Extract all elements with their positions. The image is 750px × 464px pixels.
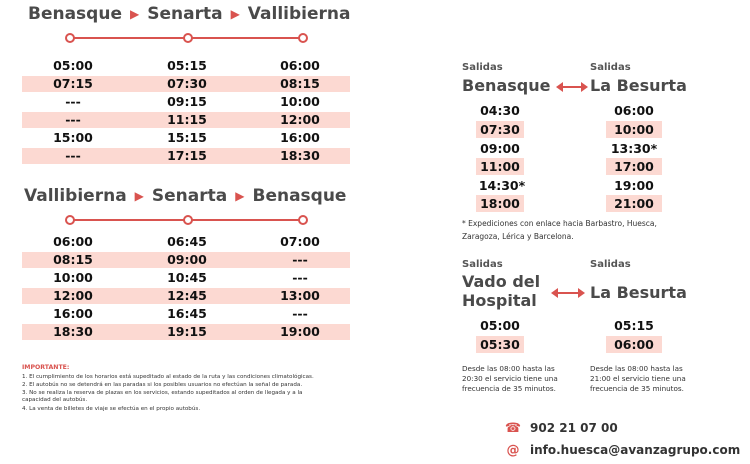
table-row	[22, 306, 350, 322]
time-cell: 19:00	[614, 178, 654, 193]
time-cell: 06:45	[167, 234, 207, 249]
footnote: Zaragoza, Lérica y Barcelona.	[462, 232, 574, 241]
time-cell: ---	[292, 252, 308, 267]
time-cell: 14:30*	[478, 178, 526, 193]
route1-stop-3: Vallibierna	[247, 4, 351, 24]
route2-stop-3: Benasque	[252, 186, 347, 206]
frequency-text: 20:30 el servicio tiene una	[462, 374, 558, 383]
time-cell: 16:00	[53, 306, 93, 321]
time-cell: 19:00	[280, 324, 320, 339]
note-line: 4. La venta de billetes de viaje se efectúa en el propio autobús.	[22, 406, 201, 412]
table-row	[22, 252, 350, 268]
frequency-text: Desde las 08:00 hasta las	[590, 364, 683, 373]
time-cell: 17:15	[167, 148, 207, 163]
table-row	[22, 270, 350, 286]
time-cell: 10:45	[167, 270, 207, 285]
table-row	[22, 76, 350, 92]
time-cell: 10:00	[280, 94, 320, 109]
time-cell: 12:00	[280, 112, 320, 127]
time-cell: 16:45	[167, 306, 207, 321]
double-arrow-icon	[561, 86, 583, 88]
time-cell: 07:15	[53, 76, 93, 91]
route2-stop-1: Vallibierna	[24, 186, 127, 206]
note-line: 3. No se realiza la reserva de plazas en los servicios, estando supeditados al orden de llegada y a la	[22, 390, 303, 396]
time-cell: 11:00	[476, 158, 524, 175]
phone-number: 902 21 07 00	[530, 421, 618, 435]
route3-from: Benasque	[462, 76, 551, 95]
time-cell: 07:30	[476, 121, 524, 138]
stop-dot	[183, 215, 193, 225]
note-line: capacidad del autobús.	[22, 397, 88, 403]
time-cell: 06:00	[606, 336, 662, 353]
route1-stops-line	[70, 32, 306, 44]
route4-from-line2: Hospital	[462, 291, 537, 310]
time-cell: 04:30	[480, 103, 520, 118]
arrow-right-icon: ▶	[129, 7, 140, 21]
arrow-right-icon: ▶	[235, 189, 245, 203]
phone-icon: ☎	[504, 420, 522, 436]
time-cell: 08:15	[280, 76, 320, 91]
time-cell: 13:00	[280, 288, 320, 303]
time-cell: 05:00	[53, 58, 93, 73]
time-cell: 13:30*	[610, 141, 658, 156]
time-cell: 05:15	[167, 58, 207, 73]
frequency-text: frecuencia de 35 minutos.	[462, 384, 556, 393]
route1-stop-1: Benasque	[28, 4, 122, 24]
time-cell: 09:00	[167, 252, 207, 267]
route4-to: La Besurta	[590, 283, 687, 302]
route1-stop-2: Senarta	[147, 4, 223, 24]
table-row	[22, 324, 350, 340]
route2-stops-line	[70, 214, 306, 226]
time-cell: 08:15	[53, 252, 93, 267]
route1-title	[28, 4, 350, 24]
time-cell: 05:30	[476, 336, 524, 353]
table-row	[22, 288, 350, 304]
time-cell: ---	[65, 148, 81, 163]
time-cell: 15:00	[53, 130, 93, 145]
time-cell: 05:15	[614, 318, 654, 333]
departures-label: Salidas	[462, 62, 503, 73]
at-icon: @	[506, 442, 520, 458]
arrow-right-icon: ▶	[134, 189, 144, 203]
time-cell: 12:45	[167, 288, 207, 303]
time-cell: 09:00	[480, 141, 520, 156]
table-row	[22, 94, 350, 110]
route2-title	[24, 186, 346, 206]
stop-dot	[298, 215, 308, 225]
stop-dot	[183, 33, 193, 43]
table-row	[22, 58, 350, 74]
arrow-right-icon: ▶	[230, 7, 240, 21]
time-cell: ---	[65, 94, 81, 109]
time-cell: 10:00	[53, 270, 93, 285]
time-cell: 18:00	[476, 195, 524, 212]
time-cell: ---	[65, 112, 81, 127]
time-cell: 07:00	[280, 234, 320, 249]
table-row	[22, 112, 350, 128]
note-line: 1. El cumplimiento de los horarios está supeditado al estado de la ruta y las condiciones climatológicas.	[22, 374, 314, 380]
stop-dot	[65, 33, 75, 43]
notes-title: IMPORTANTE:	[22, 364, 70, 371]
time-cell: 11:15	[167, 112, 207, 127]
contact-email[interactable]	[504, 443, 740, 457]
time-cell: ---	[292, 306, 308, 321]
email-address: info.huesca@avanzagrupo.com	[530, 443, 741, 457]
route3-to: La Besurta	[590, 76, 687, 95]
note-line: 2. El autobús no se detendrá en las paradas si los posibles usuarios no efectúan la señal de parada.	[22, 382, 303, 388]
stop-dot	[65, 215, 75, 225]
departures-label: Salidas	[590, 259, 631, 270]
contact-phone[interactable]	[504, 421, 618, 435]
time-cell: 05:00	[480, 318, 520, 333]
time-cell: 16:00	[280, 130, 320, 145]
departures-label: Salidas	[590, 62, 631, 73]
time-cell: 07:30	[167, 76, 207, 91]
time-cell: 18:30	[280, 148, 320, 163]
time-cell: 09:15	[167, 94, 207, 109]
route4-from-line1: Vado del	[462, 272, 541, 291]
frequency-text: frecuencia de 35 minutos.	[590, 384, 684, 393]
time-cell: ---	[292, 270, 308, 285]
table-row	[22, 130, 350, 146]
frequency-text: 21:00 el servicio tiene una	[590, 374, 686, 383]
time-cell: 18:30	[53, 324, 93, 339]
time-cell: 19:15	[167, 324, 207, 339]
time-cell: 06:00	[53, 234, 93, 249]
departures-label: Salidas	[462, 259, 503, 270]
time-cell: 21:00	[606, 195, 662, 212]
time-cell: 06:00	[614, 103, 654, 118]
time-cell: 17:00	[606, 158, 662, 175]
time-cell: 06:00	[280, 58, 320, 73]
table-row	[22, 234, 350, 250]
table-row	[22, 148, 350, 164]
double-arrow-icon	[556, 292, 580, 294]
time-cell: 15:15	[167, 130, 207, 145]
stop-dot	[298, 33, 308, 43]
frequency-text: Desde las 08:00 hasta las	[462, 364, 555, 373]
route2-stop-2: Senarta	[151, 186, 228, 206]
time-cell: 10:00	[606, 121, 662, 138]
footnote: * Expediciones con enlace hacia Barbastro, Huesca,	[462, 219, 657, 228]
time-cell: 12:00	[53, 288, 93, 303]
